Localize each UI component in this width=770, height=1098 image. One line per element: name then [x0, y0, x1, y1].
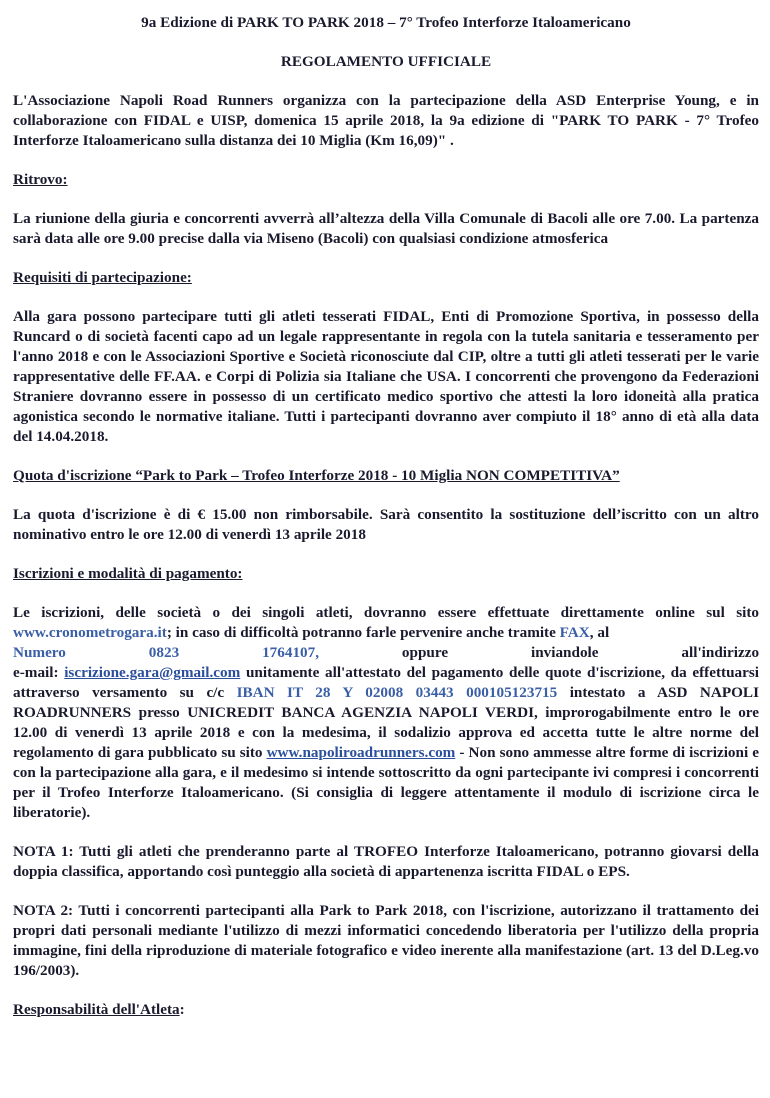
- email-label: e-mail:: [13, 664, 65, 681]
- iscrizioni-text-2: ; in caso di difficoltà potranno farle pervenire anche tramite: [166, 624, 560, 641]
- document-subtitle: REGOLAMENTO UFFICIALE: [280, 53, 492, 70]
- section-heading-quota: Quota d'iscrizione “Park to Park – Trofeo Interforze 2018 - 10 Miglia NON COMPETITIVA”: [13, 467, 620, 484]
- iscrizioni-text-4: unitamente all'attestato del pagamento delle quote d'iscrizione, da effettuarsi attraverso versamento su c/c: [13, 664, 759, 701]
- iscrizioni-text-6: - Non sono ammesse altre forme di iscrizioni e con la partecipazione alla gara, e il medesimo si intende sottoscritto da ogni partecipante ivi compresi i concorrenti per il Trofeo Interforze Italoamericano. (Si consiglia di leggere attentamente il modulo di iscrizione circa le liberatorie).: [13, 744, 759, 821]
- nota-2-paragraph: NOTA 2: Tutti i concorrenti partecipanti alla Park to Park 2018, con l'iscrizione, autorizzano il trattamento dei propri dati personali mediante l'utilizzo di mezzi informatici concedendo liberatoria per l'utilizzo della propria immagine, fini della riproduzione di materiale fotografico e video inerente alla manifestazione (art. 13 del D.Leg.vo 196/2003).: [13, 902, 759, 979]
- iscrizioni-text-1: Le iscrizioni, delle società o dei singoli atleti, dovranno essere effettuate direttamente online sul sito: [13, 604, 759, 621]
- fax-label: FAX: [559, 624, 590, 641]
- requisiti-paragraph: Alla gara possono partecipare tutti gli atleti tesserati FIDAL, Enti di Promozione Sportiva, in possesso della Runcard o di società facenti capo ad un legale rappresentante in regola con la tutela sanitaria e tesseramento per l'anno 2018 e con le Associazioni Sportive e Società riconosciute dal CIP, oltre a tutti gli atleti tesserati per le varie rappresentative delle FF.AA. e Corpi di Polizia sia Italiane che USA. I concorrenti che provengono da Federazioni Straniere dovranno essere in possesso di un certificato medico sportivo che attesti la loro idoneità alla pratica agonistica secondo le normative italiane. Tutti i partecipanti dovranno aver compiuto il 18° anno di età alla data del 14.04.2018.: [13, 308, 759, 445]
- responsabilita-heading-text: Responsabilità dell'Atleta: [13, 1001, 180, 1018]
- section-heading-iscrizioni: Iscrizioni e modalità di pagamento:: [13, 565, 243, 582]
- inviandole-text: inviandole: [530, 644, 599, 661]
- email-link[interactable]: iscrizione.gara@gmail.com: [64, 664, 241, 681]
- document-title: 9a Edizione di PARK TO PARK 2018 – 7° Trofeo Interforze Italoamericano: [141, 14, 631, 31]
- nota-1-paragraph: NOTA 1: Tutti gli atleti che prenderanno parte al TROFEO Interforze Italoamericano, potranno giovarsi della doppia classifica, apportando così punteggio alla società di appartenenza iscritta FIDAL o EPS.: [13, 843, 759, 880]
- intro-paragraph: L'Associazione Napoli Road Runners organizza con la partecipazione della ASD Enterprise Young, e in collaborazione con FIDAL e UISP, domenica 15 aprile 2018, la 9a edizione di "PARK TO PARK - 7° Trofeo Interforze Italoamericano sulla distanza dei 10 Miglia (Km 16,09)" .: [13, 92, 759, 149]
- oppure-text: oppure: [401, 644, 449, 661]
- iban-text: IBAN IT 28 Y 02008 03443 000105123715: [236, 684, 558, 701]
- phone-prefix: 0823: [148, 644, 180, 661]
- quota-paragraph: La quota d'iscrizione è di € 15.00 non rimborsabile. Sarà consentito la sostituzione dell’iscritto con un altro nominativo entro le ore 12.00 di venerdì 13 aprile 2018: [13, 506, 759, 543]
- section-heading-responsabilita: [13, 1000, 759, 1020]
- document-page: [13, 0, 759, 1020]
- ritrovo-paragraph: La riunione della giuria e concorrenti avverrà all’altezza della Villa Comunale di Bacoli alle ore 7.00. La partenza sarà data alle ore 9.00 precise dalla via Miseno (Bacoli) con qualsiasi condizione atmosferica: [13, 210, 759, 247]
- cronometrogara-link[interactable]: www.cronometrogara.it: [13, 624, 167, 641]
- responsabilita-colon: :: [179, 1001, 185, 1018]
- section-heading-requisiti: Requisiti di partecipazione:: [13, 269, 192, 286]
- napoliroadrunners-link[interactable]: www.napoliroadrunners.com: [266, 744, 456, 761]
- indirizzo-text: all'indirizzo: [681, 644, 760, 661]
- phone-number: 1764107,: [262, 644, 320, 661]
- phone-line: [13, 643, 759, 663]
- numero-label: Numero: [13, 644, 66, 661]
- section-heading-ritrovo: Ritrovo:: [13, 171, 68, 188]
- iscrizioni-text-5: intestato a ASD NAPOLI ROADRUNNERS presso UNICREDIT BANCA AGENZIA NAPOLI VERDI, improrogabilmente entro le ore 12.00 di venerdì 13 aprile 2018 e con la medesima, il sodalizio approva ed accetta tutte le altre norme del regolamento di gara pubblicato su sito: [13, 684, 759, 761]
- iscrizioni-text-3: , al: [589, 624, 610, 641]
- iscrizioni-paragraph: [13, 603, 759, 823]
